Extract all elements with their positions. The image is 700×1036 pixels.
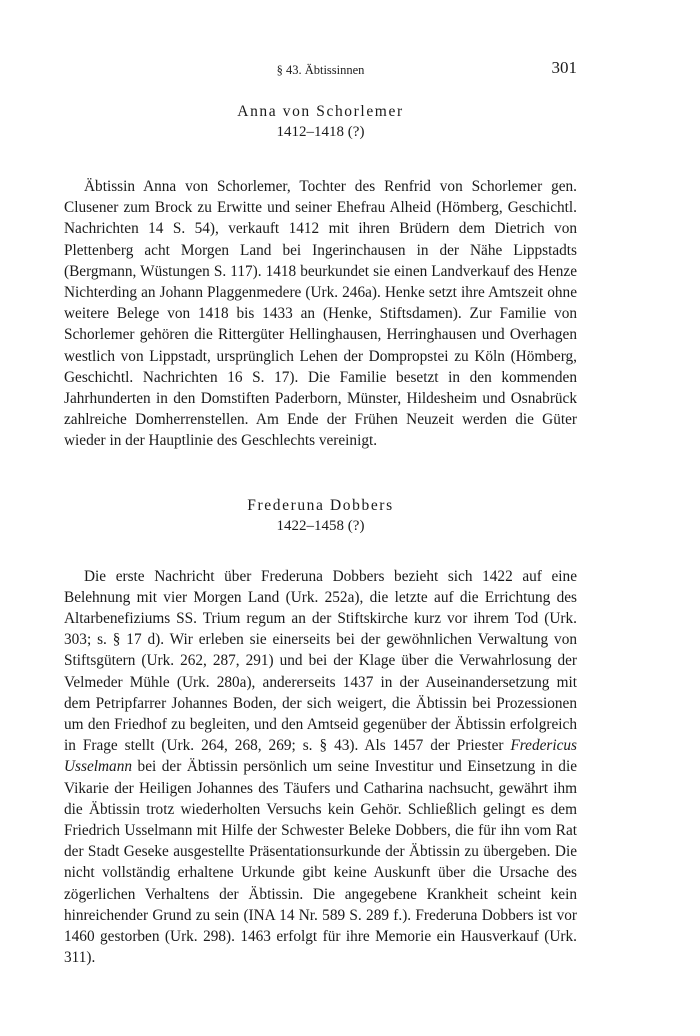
page-number: 301 [551, 58, 577, 77]
entry-paragraph [64, 566, 577, 969]
italic-name: Fredericus Usselmann [64, 737, 577, 776]
entry-paragraph: Äbtissin Anna von Schorlemer, Tochter des Renfrid von Schorlemer gen. Clusener zum Brock zu Erwitte und seiner Ehefrau Alheid (Hömberg, Geschichtl. Nachrichten 14 S. 54), verkauft 1412 mit ihren Brüdern dem Dietrich von Plettenberg acht Morgen Land bei Ingerinchausen in der Nähe Lippstadts (Bergmann, Wüstungen S. 117). 1418 beurkundet sie einen Landverkauf des Henze Nichterding an Johann Plaggenmedere (Urk. 246a). Henke setzt ihre Amtszeit ohne weitere Belege von 1418 bis 1433 an (Henke, Stiftsdamen). Zur Familie von Schorlemer gehören die Rittergüter Hellinghausen, Herringhausen und Overhagen westlich von Lippstadt, ursprünglich Lehen der Dompropstei zu Köln (Hömberg, Geschichtl. Nachrichten 16 S. 17). Die Familie besetzt in den kommenden Jahrhunderten in den Domstiften Paderborn, Münster, Hildesheim und Osnabrück zahlreiche Domherrenstellen. Am Ende der Frühen Neuzeit werden die Güter wieder in der Hauptlinie des Geschlechts vereinigt. [64, 178, 577, 450]
book-page [64, 58, 577, 969]
entry-title: Frederuna Dobbers [247, 496, 394, 514]
running-head-section: § 43. Äbtissinnen [276, 63, 365, 77]
entry-frederuna-dobbers [64, 496, 577, 969]
running-head [64, 58, 577, 82]
entry-dates: 1412–1418 (?) [276, 124, 365, 140]
entry-title: Anna von Schorlemer [237, 103, 404, 120]
paragraph-text: bei der Äbtissin persönlich um seine Investitur und Einsetzung in die Vikarie der Heiligen Johannes des Täufers und Catharina nachsucht, gewährt ihm die Äbtissin trotz wiederholten Versuchs kein Gehör. Schließlich gelingt es dem Friedrich Usselmann mit Hilfe der Schwester Beleke Dobbers, die für ihn vom Rat der Stadt Geseke ausgestellte Präsentationsurkunde der Äbtissin zu übergeben. Die nicht vollständig erhaltene Urkunde gibt keine Auskunft über die Ursache des zögerlichen Verhaltens der Äbtissin. Die angegebene Krankheit scheint kein hinreichender Grund zu sein (INA 14 Nr. 589 S. 289 f.). Frederuna Dobbers ist vor 1460 gestorben (Urk. 298). 1463 erfolgt für ihre Memorie ein Hausverkauf (Urk. 311). [64, 758, 577, 967]
entry-anna-von-schorlemer [64, 102, 577, 452]
paragraph-text: Die erste Nachricht über Frederuna Dobbers bezieht sich 1422 auf eine Belehnung mit vier Morgen Land (Urk. 252a), die letzte auf die Errichtung des Altarbenefiziums SS. Trium regum an der Stiftskirche kurz vor ihrem Tod (Urk. 303; s. § 17 d). Wir erleben sie einerseits bei der gewöhnlichen Verwaltung von Stiftsgütern (Urk. 262, 287, 291) und bei der Klage über die Verwahrlosung der Velmeder Mühle (Urk. 280a), andererseits 1437 in der Auseinandersetzung mit dem Petripfarrer Johannes Boden, der sich weigert, die Äbtissin bei Prozessionen um den Friedhof zu begleiten, und den Amtseid gegenüber der Äbtissin erfolgreich in Frage stellt (Urk. 264, 268, 269; s. § 43). Als 1457 der Priester [64, 567, 577, 755]
entry-dates: 1422–1458 (?) [276, 517, 365, 534]
